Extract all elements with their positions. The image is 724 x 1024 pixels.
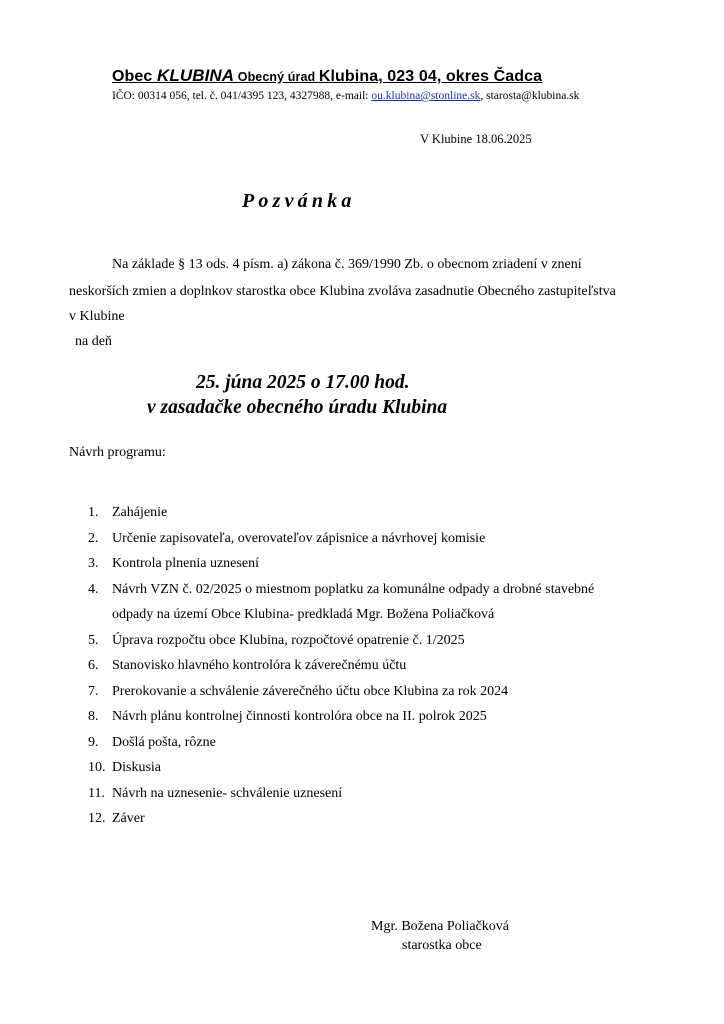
letterhead-obec: Obec xyxy=(112,68,157,85)
agenda-item xyxy=(88,551,594,577)
agenda-item xyxy=(88,679,594,705)
agenda-item-text: Kontrola plnenia uznesení xyxy=(112,556,259,571)
signature-name: Mgr. Božena Poliačková xyxy=(371,919,510,934)
agenda-item-text: Úprava rozpočtu obce Klubina, rozpočtové opatrenie č. 1/2025 xyxy=(112,632,465,648)
agenda-item xyxy=(88,806,594,832)
agenda-item-text: Zahájenie xyxy=(112,505,168,520)
agenda-item-number: 1. xyxy=(88,505,99,520)
date-line: V Klubine 18.06.2025 xyxy=(420,132,532,146)
agenda-item-text: Stanovisko hlavného kontrolóra k záverečnému účtu xyxy=(112,658,407,673)
agenda-list xyxy=(88,500,594,832)
agenda-item-text: Diskusia xyxy=(112,760,161,775)
agenda-item-number: 6. xyxy=(88,658,99,673)
agenda-item-number: 11. xyxy=(88,785,105,801)
agenda-item xyxy=(88,704,594,730)
letterhead-klubina: KLUBINA xyxy=(156,66,235,85)
letterhead-title xyxy=(112,66,542,86)
agenda-item-number: 7. xyxy=(88,683,99,699)
agenda-item xyxy=(88,781,594,807)
agenda-item xyxy=(88,730,594,756)
agenda-item-number: 12. xyxy=(88,811,106,826)
contacts-text: IČO: 00314 056, tel. č. 041/4395 123, 4327988, e-mail: xyxy=(112,90,372,102)
intro-line-2: neskorších zmien a doplnkov starostka obce Klubina zvoláva zasadnutie Obecného zastupiteľstva xyxy=(69,284,616,299)
agenda-item-number: 9. xyxy=(88,734,99,750)
agenda-item xyxy=(88,577,594,628)
agenda-item-number: 3. xyxy=(88,556,99,571)
agenda-item-text: Návrh plánu kontrolnej činnosti kontrolóra obce na II. polrok 2025 xyxy=(112,709,487,724)
agenda-item xyxy=(88,755,594,781)
letterhead-urad: Obecný úrad xyxy=(234,70,319,84)
agenda-item-text: Návrh na uznesenie- schválenie uznesení xyxy=(112,785,343,801)
agenda-item-text: Záver xyxy=(112,811,145,826)
agenda-item-text: Návrh VZN č. 02/2025 o miestnom poplatku za komunálne odpady a drobné stavebné xyxy=(112,581,595,597)
email-mayor: starosta@klubina.sk xyxy=(486,90,580,102)
agenda-item-text: Došlá pošta, rôzne xyxy=(112,734,216,750)
intro-line-1: Na základe § 13 ods. 4 písm. a) zákona č. 369/1990 Zb. o obecnom zriadení v znení xyxy=(112,257,582,272)
letterhead-address: Klubina, 023 04, okres Čadca xyxy=(318,68,543,85)
letterhead-contacts xyxy=(112,90,579,102)
agenda-item-number: 4. xyxy=(88,581,99,597)
agenda-item xyxy=(88,653,594,679)
agenda-item-number: 10. xyxy=(88,760,106,775)
agenda-item-number: 2. xyxy=(88,530,99,546)
agenda-item-text: Prerokovanie a schválenie záverečného účtu obce Klubina za rok 2024 xyxy=(112,683,509,699)
intro-line-4: na deň xyxy=(75,334,112,349)
program-label: Návrh programu: xyxy=(69,445,166,460)
intro-line-3: v Klubine xyxy=(69,309,125,324)
meeting-date-time: 25. júna 2025 o 17.00 hod. xyxy=(196,372,410,393)
meeting-place: v zasadačke obecného úradu Klubina xyxy=(147,397,448,418)
agenda-item-text: Určenie zapisovateľa, overovateľov zápisnice a návrhovej komisie xyxy=(112,530,486,546)
agenda-item-number: 5. xyxy=(88,632,99,648)
agenda-item xyxy=(88,500,594,526)
document-title: Pozvánka xyxy=(242,190,356,212)
contacts-separator: , xyxy=(480,90,487,102)
signature-role: starostka obce xyxy=(402,938,482,953)
agenda-item xyxy=(88,526,594,552)
agenda-item-text: odpady na území Obce Klubina- predkladá Mgr. Božena Poliačková xyxy=(112,607,495,622)
agenda-item-number: 8. xyxy=(88,709,99,724)
email-link-office[interactable]: ou.klubina@stonline.sk xyxy=(371,90,481,102)
agenda-item xyxy=(88,628,594,654)
